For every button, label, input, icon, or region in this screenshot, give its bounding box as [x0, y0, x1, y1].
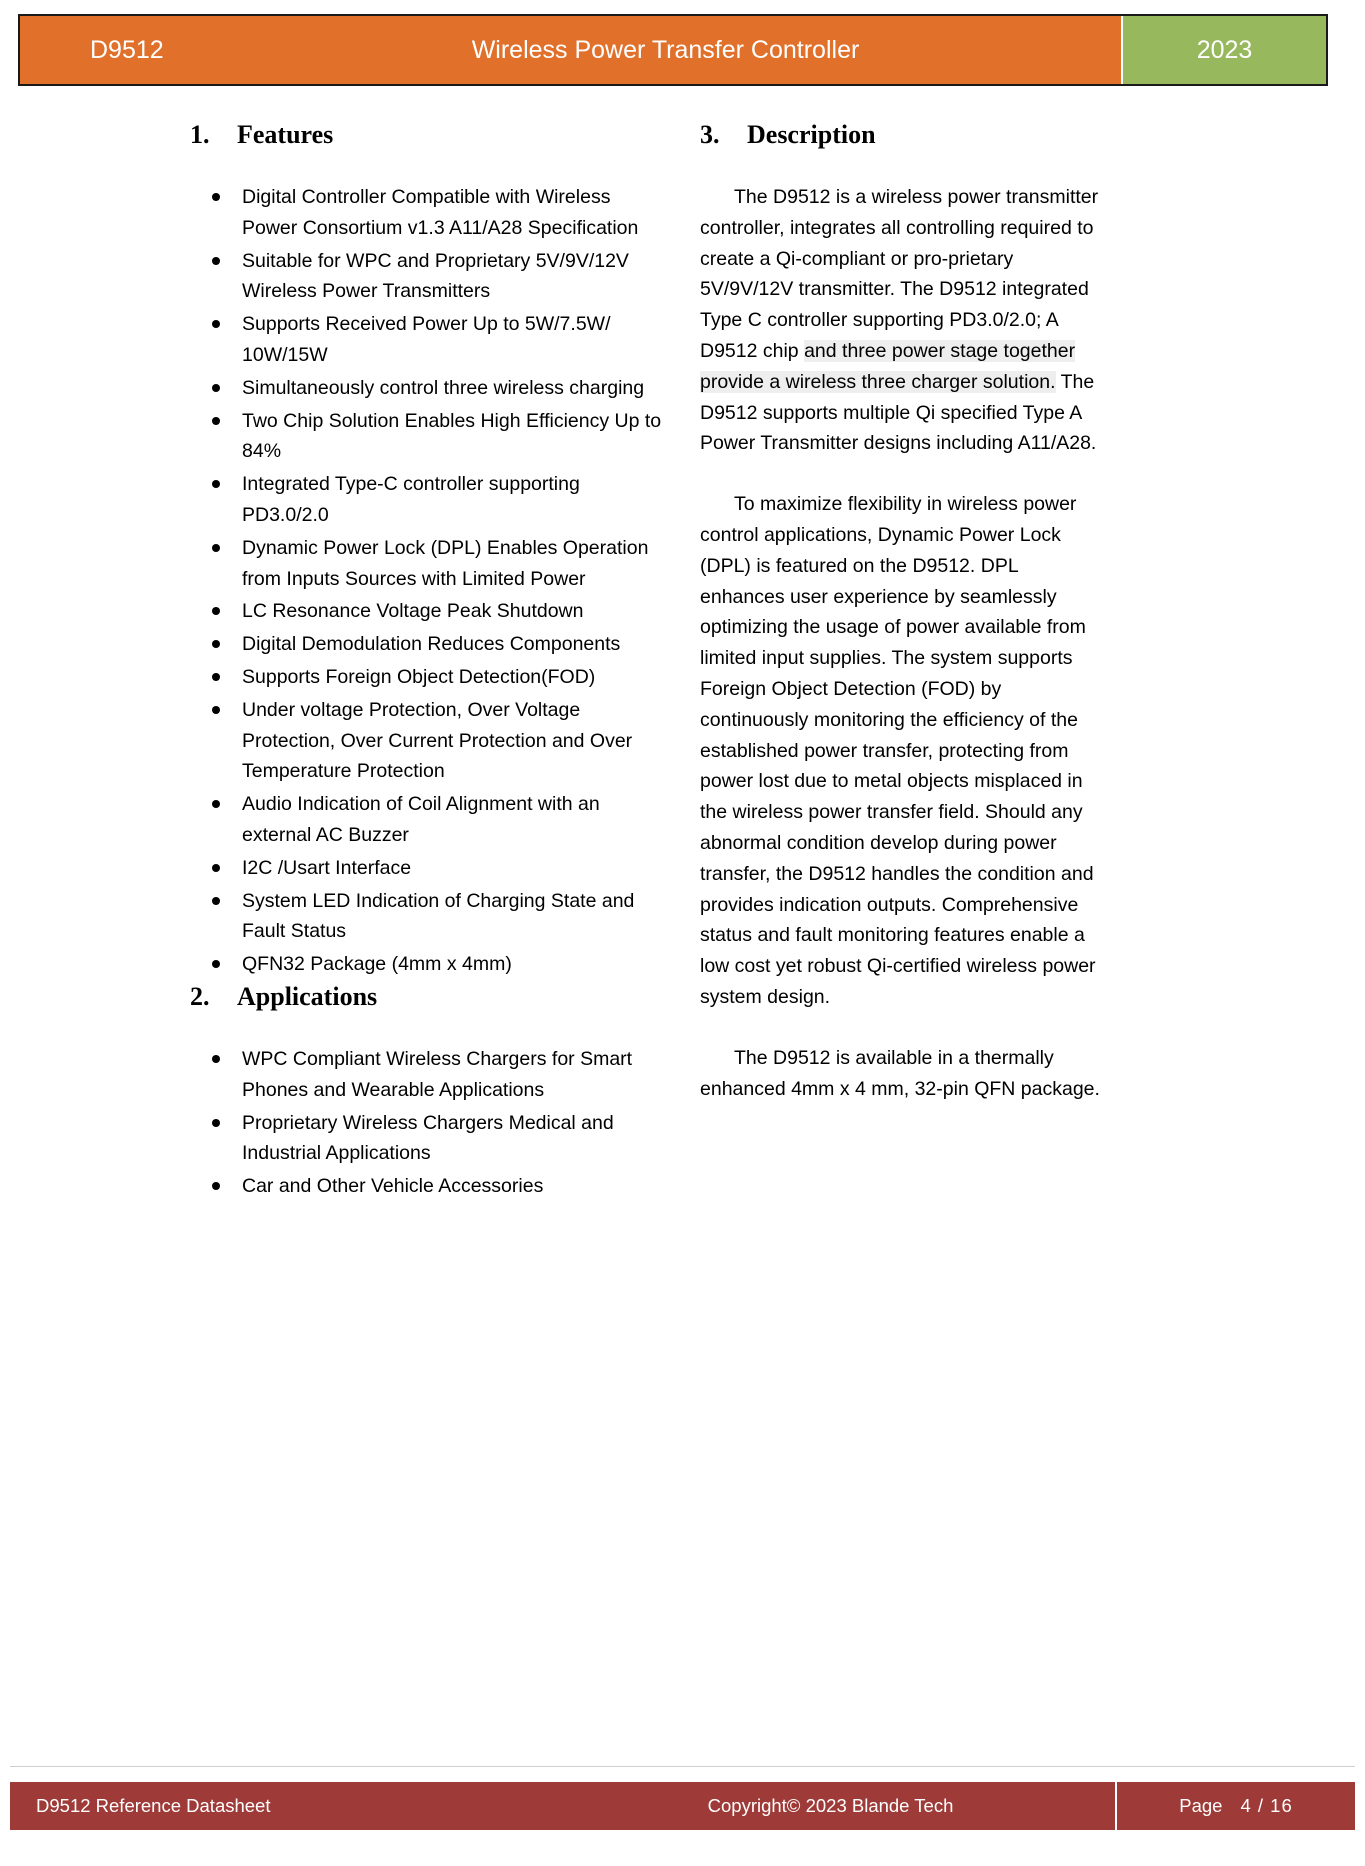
list-item-text: Simultaneously control three wireless charging [242, 376, 645, 399]
bullet-icon [212, 544, 220, 552]
list-item-text: Audio Indication of Coil Alignment with an external AC Buzzer [242, 793, 600, 846]
bullet-icon [212, 864, 220, 872]
list-item-text: LC Resonance Voltage Peak Shutdown [242, 600, 584, 623]
bullet-icon [212, 480, 220, 488]
list-item [190, 662, 670, 693]
list-item-text: Car and Other Vehicle Accessories [242, 1175, 544, 1198]
list-item [190, 246, 670, 308]
applications-heading [190, 982, 670, 1012]
list-item [190, 373, 670, 404]
features-heading-title: Features [237, 120, 334, 149]
list-item [190, 853, 670, 884]
page-footer [10, 1782, 1355, 1830]
list-item-text: Suitable for WPC and Proprietary 5V/9V/12V Wireless Power Transmitters [242, 249, 629, 303]
list-item-text: Under voltage Protection, Over Voltage Protection, Over Current Protection and Over Temperature Protection [242, 698, 633, 783]
list-item-text: Integrated Type-C controller supporting PD3.0/2.0 [242, 473, 580, 526]
list-item-text: Digital Demodulation Reduces Components [242, 633, 621, 656]
list-item-text: Dynamic Power Lock (DPL) Enables Operation from Inputs Sources with Limited Power [242, 536, 649, 590]
list-item-text: Two Chip Solution Enables High Efficiency Up to 84% [242, 409, 662, 463]
description-heading-title: Description [747, 120, 876, 149]
list-item-text: Supports Received Power Up to 5W/7.5W/ 10W/15W [242, 313, 611, 366]
footer-copyright: Copyright© 2023 Blande Tech [707, 1795, 954, 1816]
list-item-text: I2C /Usart Interface [242, 856, 412, 879]
bullet-icon [212, 1182, 220, 1190]
bullet-icon [212, 1055, 220, 1063]
list-item [190, 533, 670, 595]
list-item [190, 949, 670, 980]
footer-page-number: 4 / 16 [1240, 1795, 1293, 1816]
description-paragraph-2: To maximize flexibility in wireless power control applications, Dynamic Power Lock (DPL) is featured on the D9512. DPL enhances user experience by seamlessly optimizing the usage of power available from limited input supplies. The system supports Foreign Object Detection (FOD) by continuously monitoring the efficiency of the established power transfer, protecting from power lost due to metal objects misplaced in the wireless power transfer field. Should any abnormal condition develop during power transfer, the D9512 handles the condition and provides indication outputs. Comprehensive status and fault monitoring features enable a low cost yet robust Qi-certified wireless power system design. [700, 493, 1096, 1008]
list-item [190, 1044, 670, 1106]
description-heading [700, 120, 1255, 150]
description-paragraph-3: The D9512 is available in a thermally enhanced 4mm x 4 mm, 32-pin QFN package. [700, 1046, 1100, 1100]
bullet-icon [212, 607, 220, 615]
description-heading-number: 3. [700, 120, 720, 149]
bullet-icon [212, 257, 220, 265]
list-item-text: Supports Foreign Object Detection(FOD) [242, 665, 596, 688]
bullet-icon [212, 640, 220, 648]
footer-divider [10, 1766, 1355, 1767]
list-item-text: Digital Controller Compatible with Wireless Power Consortium v1.3 A11/A28 Specification [242, 186, 639, 239]
list-item [190, 309, 670, 371]
applications-heading-number: 2. [190, 981, 210, 1011]
list-item-text: WPC Compliant Wireless Chargers for Smart Phones and Wearable Applications [242, 1047, 633, 1101]
list-item [190, 629, 670, 660]
description-paragraph-1 [700, 182, 1100, 459]
list-item-text: Proprietary Wireless Chargers Medical and Industrial Applications [242, 1111, 614, 1165]
list-item-text: QFN32 Package (4mm x 4mm) [242, 953, 512, 976]
header-year: 2023 [1121, 16, 1326, 84]
list-item [190, 789, 670, 851]
left-column [0, 120, 690, 1204]
bullet-icon [212, 320, 220, 328]
footer-page-label: Page [1179, 1795, 1223, 1816]
description-paragraph-1-highlight: and three power stage together provide a wireless three charger solution. [700, 339, 1076, 393]
header-part-number: D9512 [20, 16, 210, 84]
list-item [190, 1108, 670, 1170]
features-list [190, 182, 670, 980]
features-heading-number: 1. [190, 120, 210, 149]
applications-list [190, 1044, 670, 1202]
bullet-icon [212, 960, 220, 968]
right-column [690, 120, 1365, 1204]
bullet-icon [212, 673, 220, 681]
header-document-title: Wireless Power Transfer Controller [210, 16, 1121, 84]
bullet-icon [212, 800, 220, 808]
bullet-icon [212, 897, 220, 905]
list-item-text: System LED Indication of Charging State and Fault Status [242, 889, 635, 943]
applications-heading-title: Applications [237, 981, 378, 1011]
page-content [0, 120, 1365, 1204]
list-item [190, 695, 670, 787]
page-header-banner [18, 14, 1328, 86]
bullet-icon [212, 384, 220, 392]
bullet-icon [212, 193, 220, 201]
list-item [190, 406, 670, 468]
footer-document-name: D9512 Reference Datasheet [36, 1795, 271, 1816]
footer-page-indicator [1115, 1782, 1355, 1830]
description-paragraph-1-part-a: The D9512 is a wireless power transmitter controller, integrates all controlling required to create a Qi-compliant or pro-prietary 5V/9V/12V transmitter. The D9512 integrated Type C controller supporting PD3.0/2.0; A D9512 chip [700, 186, 1099, 362]
list-item [190, 469, 670, 531]
bullet-icon [212, 1119, 220, 1127]
bullet-icon [212, 417, 220, 425]
list-item [190, 182, 670, 244]
list-item [190, 886, 670, 948]
bullet-icon [212, 706, 220, 714]
list-item [190, 1171, 670, 1202]
description-paragraph-1-part-b: The D9512 supports multiple Qi specified Type A Power Transmitter designs including A11/A28. [700, 370, 1097, 455]
list-item [190, 596, 670, 627]
features-heading [190, 120, 670, 150]
